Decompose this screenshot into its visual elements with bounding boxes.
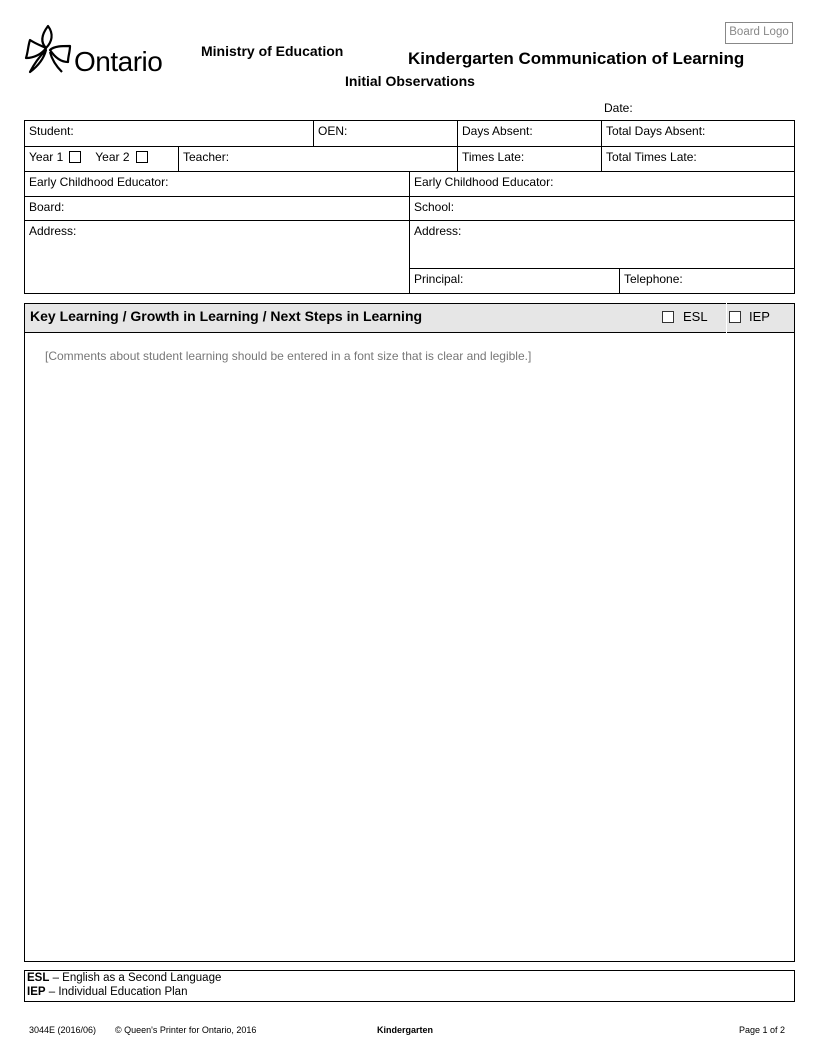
key-learning-title: Key Learning / Growth in Learning / Next Steps in Learning: [30, 308, 423, 324]
address-field-left[interactable]: [24, 220, 410, 294]
abbreviation-legend: [24, 970, 795, 1002]
ece-field-right[interactable]: [409, 171, 795, 197]
legend-iep-text: – Individual Education Plan: [45, 986, 188, 998]
esl-label: ESL: [683, 309, 708, 324]
student-label: Student:: [29, 124, 74, 138]
comments-textarea[interactable]: [24, 332, 795, 962]
principal-field[interactable]: [409, 268, 620, 294]
legend-esl-abbr: ESL: [27, 972, 50, 984]
address-field-right[interactable]: [409, 220, 795, 269]
telephone-field[interactable]: [619, 268, 795, 294]
telephone-label: Telephone:: [624, 272, 683, 286]
esl-checkbox[interactable]: [662, 311, 674, 323]
ontario-logo: [24, 24, 180, 80]
legend-esl-text: – English as a Second Language: [49, 972, 222, 984]
ece-field-left[interactable]: [24, 171, 410, 197]
address-label-right: Address:: [414, 224, 462, 238]
date-label[interactable]: Date:: [604, 101, 633, 115]
year1-label: Year 1: [29, 150, 64, 164]
total-times-late-field[interactable]: [601, 146, 795, 172]
teacher-label: Teacher:: [183, 150, 230, 164]
footer-section: Kindergarten: [377, 1025, 434, 1035]
times-late-field[interactable]: [457, 146, 602, 172]
oen-field[interactable]: [313, 120, 458, 147]
year2-checkbox[interactable]: [136, 151, 148, 163]
school-field[interactable]: [409, 196, 795, 221]
legend-iep: [27, 985, 794, 999]
address-label-left: Address:: [29, 224, 77, 238]
ministry-name: Ministry of Education: [201, 43, 344, 59]
year1-checkbox[interactable]: [69, 151, 81, 163]
ece-label-left: Early Childhood Educator:: [29, 175, 169, 189]
form-code: 3044E (2016/06): [29, 1025, 97, 1035]
teacher-field[interactable]: [178, 146, 458, 172]
year-selection: [24, 146, 179, 172]
copyright: © Queen's Printer for Ontario, 2016: [115, 1025, 257, 1035]
header-divider: [726, 303, 727, 333]
board-field[interactable]: [24, 196, 410, 221]
school-label: School:: [414, 200, 455, 214]
page-title: Kindergarten Communication of Learning: [408, 49, 745, 68]
oen-label: OEN:: [318, 124, 348, 138]
board-label: Board:: [29, 200, 65, 214]
times-late-label: Times Late:: [462, 150, 525, 164]
ontario-wordmark: Ontario: [74, 46, 163, 77]
legend-esl: [27, 971, 794, 985]
iep-checkbox[interactable]: [729, 311, 741, 323]
student-field[interactable]: [24, 120, 314, 147]
trillium-icon: [24, 24, 76, 76]
total-days-absent-label: Total Days Absent:: [606, 124, 706, 138]
board-logo-placeholder[interactable]: Board Logo: [725, 22, 793, 44]
page-subtitle: Initial Observations: [345, 73, 475, 89]
year2-label: Year 2: [95, 150, 130, 164]
days-absent-field[interactable]: [457, 120, 602, 147]
total-times-late-label: Total Times Late:: [606, 150, 697, 164]
comments-placeholder: [Comments about student learning should be entered in a font size that is clear and legible.]: [45, 349, 532, 363]
page-number: Page 1 of 2: [739, 1025, 786, 1035]
ece-label-right: Early Childhood Educator:: [414, 175, 554, 189]
iep-label: IEP: [749, 309, 770, 324]
days-absent-label: Days Absent:: [462, 124, 533, 138]
legend-iep-abbr: IEP: [27, 986, 46, 998]
principal-label: Principal:: [414, 272, 464, 286]
total-days-absent-field[interactable]: [601, 120, 795, 147]
